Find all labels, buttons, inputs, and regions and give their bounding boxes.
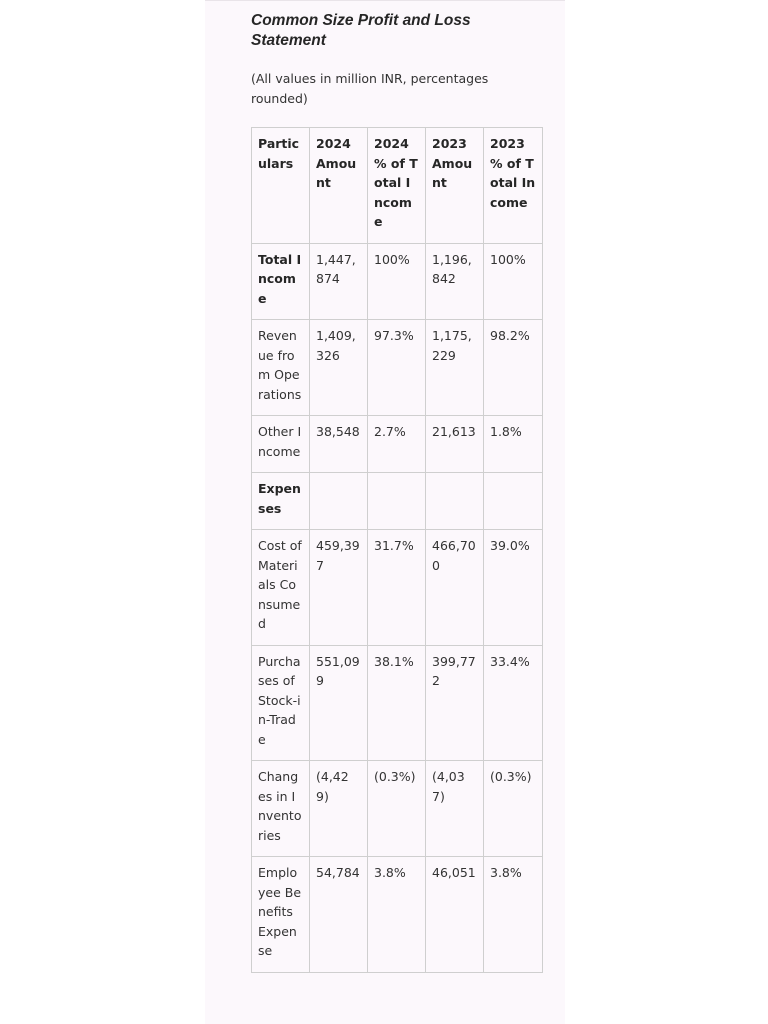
row-label: Changes in Inventories [252,761,310,857]
document-content [251,11,551,958]
table-row [252,761,543,857]
units-note: (All values in million INR, percentages rounded) [251,71,489,106]
table-row [252,857,543,973]
cell-2024-percent [368,473,426,530]
cell-2024-amount: 54,784 [310,857,368,973]
cell-2024-percent: 3.8% [368,857,426,973]
table-row [252,320,543,416]
cell-2023-amount: 1,196,842 [426,243,484,320]
cell-2023-percent: 100% [484,243,543,320]
cell-2023-percent [484,473,543,530]
cell-2024-amount: 1,447,874 [310,243,368,320]
cell-2024-amount [310,473,368,530]
row-label: Purchases of Stock-in-Trade [252,645,310,761]
cell-2024-percent: (0.3%) [368,761,426,857]
header-2023-amount: 2023 Amount [426,128,484,244]
cell-2023-amount: 46,051 [426,857,484,973]
cell-2024-percent: 38.1% [368,645,426,761]
cell-2024-percent: 97.3% [368,320,426,416]
table-row [252,530,543,646]
row-label: Cost of Materials Consumed [252,530,310,646]
row-label: Expenses [252,473,310,530]
cell-2024-amount: 1,409,326 [310,320,368,416]
row-label: Employee Benefits Expense [252,857,310,973]
cell-2024-percent: 100% [368,243,426,320]
cell-2023-percent: 1.8% [484,416,543,473]
cell-2024-percent: 2.7% [368,416,426,473]
cell-2023-amount: (4,037) [426,761,484,857]
cell-2024-percent: 31.7% [368,530,426,646]
header-2023-percent: 2023 % of Total Income [484,128,543,244]
table-row [252,645,543,761]
document-panel [205,0,565,1024]
cell-2023-amount [426,473,484,530]
row-label: Total Income [252,243,310,320]
page-title: Common Size Profit and Loss Statement [251,12,471,49]
pl-table [251,127,543,973]
cell-2023-amount: 1,175,229 [426,320,484,416]
cell-2024-amount: (4,429) [310,761,368,857]
table-row [252,243,543,320]
cell-2023-amount: 466,700 [426,530,484,646]
cell-2024-amount: 551,099 [310,645,368,761]
table-row [252,416,543,473]
cell-2023-percent: 3.8% [484,857,543,973]
table-header-row [252,128,543,244]
cell-2023-amount: 21,613 [426,416,484,473]
cell-2023-percent: 39.0% [484,530,543,646]
cell-2024-amount: 459,397 [310,530,368,646]
row-label: Other Income [252,416,310,473]
table-body [252,243,543,972]
header-2024-percent: 2024 % of Total Income [368,128,426,244]
table-row [252,473,543,530]
cell-2023-amount: 399,772 [426,645,484,761]
cell-2023-percent: 98.2% [484,320,543,416]
cell-2024-amount: 38,548 [310,416,368,473]
header-particulars: Particulars [252,128,310,244]
cell-2023-percent: (0.3%) [484,761,543,857]
cell-2023-percent: 33.4% [484,645,543,761]
header-2024-amount: 2024 Amount [310,128,368,244]
row-label: Revenue from Operations [252,320,310,416]
